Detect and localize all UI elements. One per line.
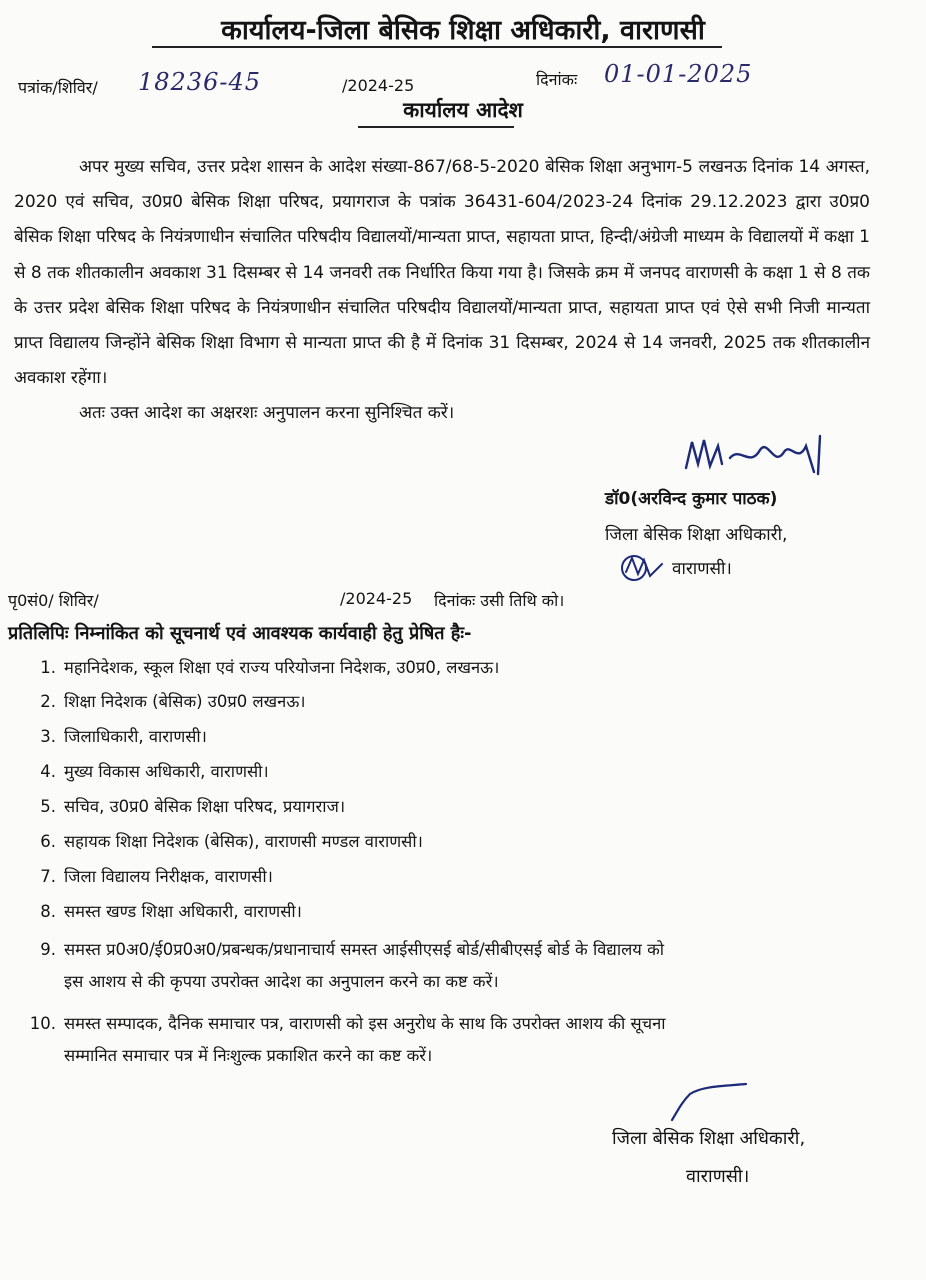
list-item (20, 686, 880, 718)
copy-date: दिनांकः उसी तिथि को। (434, 591, 565, 610)
order-paragraph: अपर मुख्य सचिव, उत्तर प्रदेश शासन के आदेश संख्या-867/68-5-2020 बेसिक शिक्षा अनुभाग-5 लखनऊ दिनांक 14 अगस्त, 2020 एवं सचिव, उ0प्र0 बेसिक शिक्षा परिषद, प्रयागराज के पत्रांक 36431-604/2023-24 दिनांक 29.12.2023 द्वारा उ0प्र0 बेसिक शिक्षा परिषद के नियंत्रणाधीन संचालित परिषदीय विद्यालयों/मान्यता प्राप्त, सहायता प्राप्त, हिन्दी/अंग्रेजी माध्यम के विद्यालयों में कक्षा 1 से 8 तक शीतकालीन अवकाश 31 दिसम्बर से 14 जनवरी तक निर्धारित किया गया है। जिसके क्रम में जनपद वाराणसी के कक्षा 1 से 8 तक के उत्तर प्रदेश बेसिक शिक्षा परिषद के नियंत्रणाधीन संचालित परिषदीय विद्यालयों/मान्यता प्राप्त, सहायता प्राप्त एवं ऐसे सभी निजी मान्यता प्राप्त विद्यालय जिन्होंने बेसिक शिक्षा विभाग से मान्यता प्राप्त की है में दिनांक 31 दिसम्बर, 2024 से 14 जनवरी, 2025 तक शीतकालीन अवकाश रहेंगा। (14, 157, 870, 389)
list-item (20, 934, 880, 998)
office-title: कार्यालय-जिला बेसिक शिक्षा अधिकारी, वाराणसी (221, 15, 705, 46)
order-subtitle: कार्यालय आदेश (403, 98, 523, 122)
item-text: समस्त खण्ड शिक्षा अधिकारी, वाराणसी। (64, 902, 302, 921)
copy-heading: प्रतिलिपिः निम्नांकित को सूचनार्थ एवं आवश्यक कार्यवाही हेतु प्रेषित हैः- (8, 623, 472, 644)
item-text: शिक्षा निदेशक (बेसिक) उ0प्र0 लखनऊ। (64, 692, 306, 711)
item-text: समस्त सम्पादक, दैनिक समाचार पत्र, वाराणसी को इस अनुरोध के साथ कि उपरोक्त आशय की सूचना (64, 1014, 666, 1033)
footer-designation: जिला बेसिक शिक्षा अधिकारी, (612, 1128, 806, 1149)
item-text: जिला विद्यालय निरीक्षक, वाराणसी। (64, 867, 273, 886)
item-number: 6. (40, 832, 56, 851)
item-number: 5. (40, 797, 56, 816)
list-item (20, 791, 880, 823)
signatory-name: डॉ0(अरविन्द कुमार पाठक) (605, 489, 778, 509)
item-number: 3. (40, 727, 56, 746)
title-underline (152, 46, 722, 48)
signatory-place: वाराणसी। (672, 559, 732, 579)
initial-mark (618, 548, 670, 584)
item-text: मुख्य विकास अधिकारी, वाराणसी। (64, 762, 269, 781)
copy-ref-year: /2024-25 (340, 589, 413, 608)
list-item (20, 1008, 880, 1072)
item-text-continued: इस आशय से की कृपया उपरोक्त आदेश का अनुपालन करने का कष्ट करें। (64, 972, 499, 991)
copy-ref-label: पृ0सं0/ शिविर/ (8, 591, 99, 610)
list-item (20, 756, 880, 788)
item-text-continued: सम्मानित समाचार पत्र में निःशुल्क प्रकाशित करने का कष्ट करें। (64, 1046, 433, 1065)
ref-number: 18236-45 (138, 68, 261, 96)
list-item (20, 896, 880, 928)
item-number: 2. (40, 692, 56, 711)
item-number: 8. (40, 902, 56, 921)
item-text: समस्त प्र0अ0/ई0प्र0अ0/प्रबन्धक/प्रधानाचार्य समस्त आईसीएसई बोर्ड/सीबीएसई बोर्ड के विद्यालय को (64, 940, 665, 959)
item-text: सहायक शिक्षा निदेशक (बेसिक), वाराणसी मण्डल वाराणसी। (64, 832, 423, 851)
item-number: 10. (29, 1014, 56, 1033)
ref-label: पत्रांक/शिविर/ (18, 78, 98, 97)
list-item (20, 826, 880, 858)
item-text: जिलाधिकारी, वाराणसी। (64, 727, 207, 746)
compliance-line: अतः उक्त आदेश का अक्षरशः अनुपालन करना सुनिश्चित करें। (79, 403, 455, 424)
item-text: सचिव, उ0प्र0 बेसिक शिक्षा परिषद, प्रयागराज। (64, 797, 346, 816)
date-label: दिनांकः (536, 70, 578, 89)
list-item (20, 721, 880, 753)
ref-year: /2024-25 (342, 76, 415, 95)
item-number: 7. (40, 867, 56, 886)
footer-place: वाराणसी। (686, 1166, 750, 1187)
subtitle-underline (358, 126, 514, 128)
date-value: 01-01-2025 (604, 60, 753, 88)
item-text: महानिदेशक, स्कूल शिक्षा एवं राज्य परियोजना निदेशक, उ0प्र0, लखनऊ। (64, 658, 500, 677)
list-item (20, 652, 880, 684)
footer-signature-stroke (668, 1080, 752, 1124)
list-item (20, 861, 880, 893)
signature-scribble (680, 428, 830, 484)
item-number: 9. (40, 940, 56, 959)
order-body (14, 150, 870, 432)
item-number: 4. (40, 762, 56, 781)
signatory-designation: जिला बेसिक शिक्षा अधिकारी, (605, 525, 788, 545)
item-number: 1. (40, 658, 56, 677)
